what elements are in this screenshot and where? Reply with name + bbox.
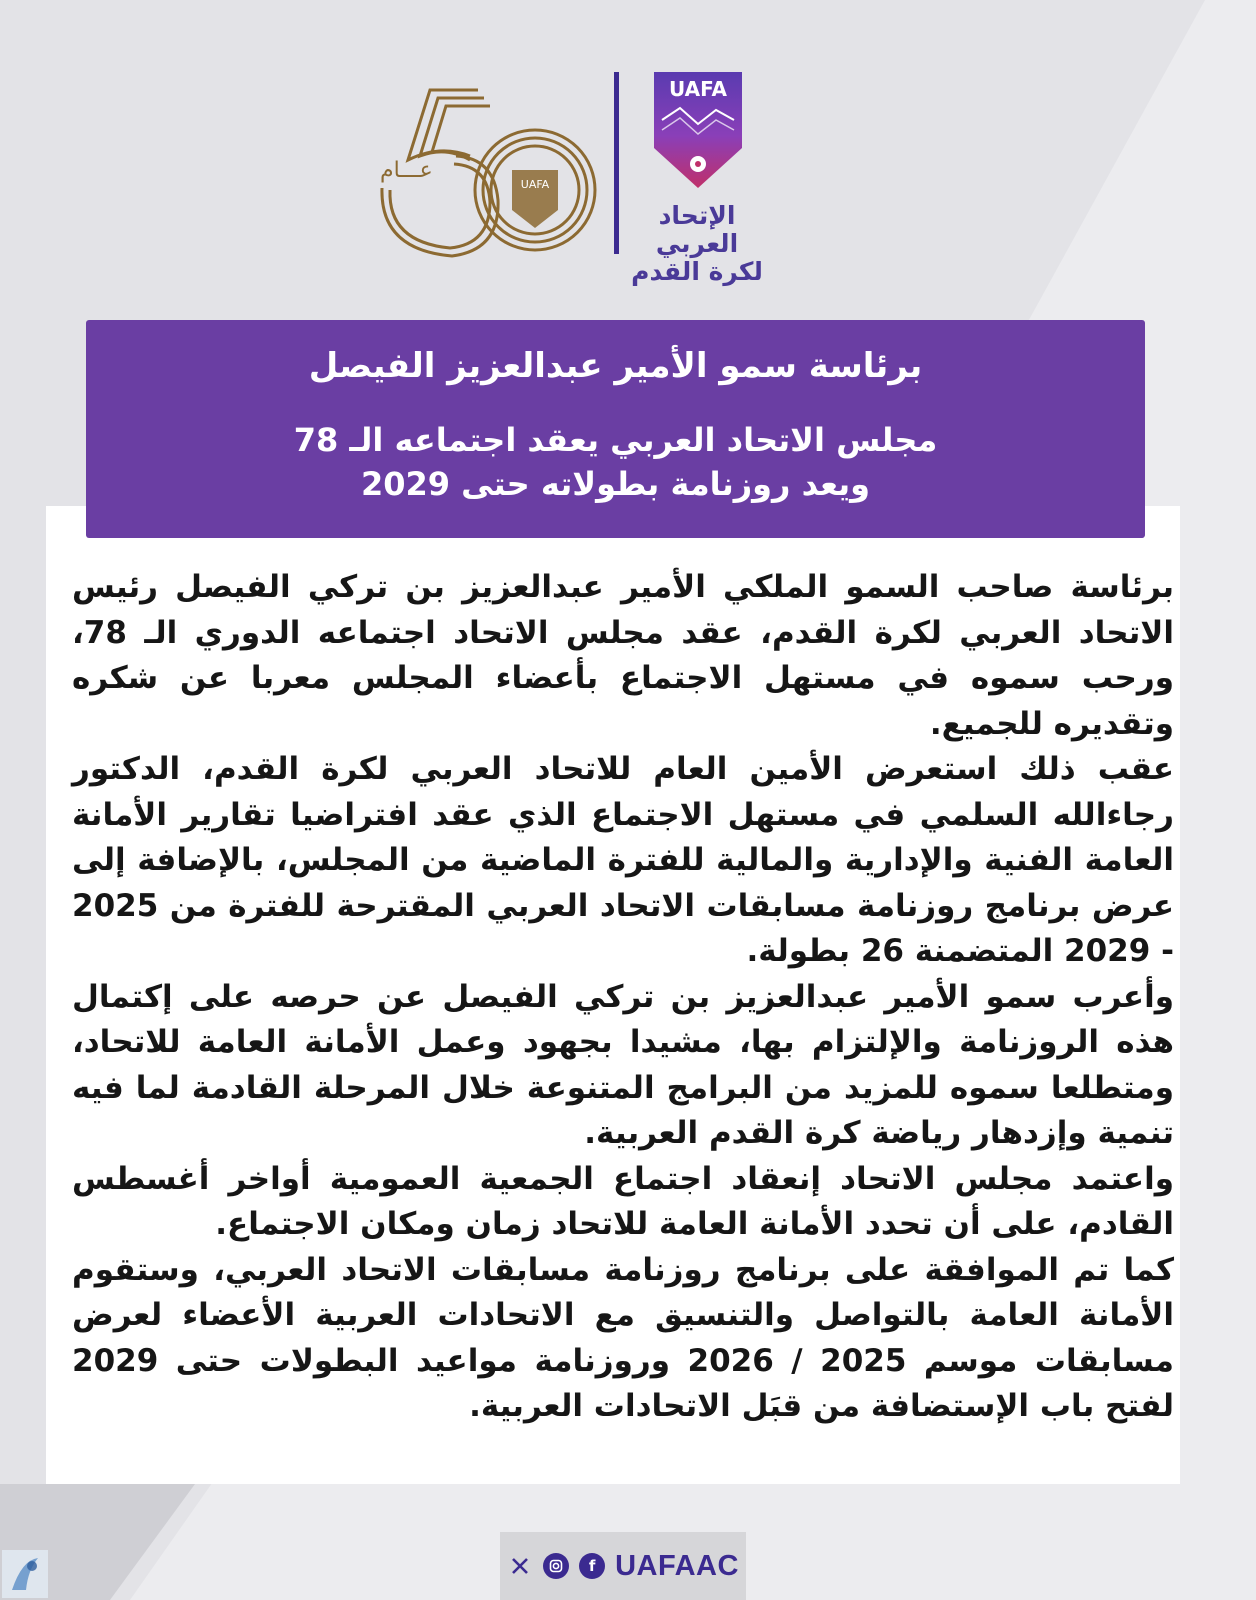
paragraph-5: كما تم الموافقة على برنامج روزنامة مسابقات الاتحاد العربي، وستقوم الأمانة العامة بالتواصل والتنسيق مع الاتحادات العربية الأعضاء لعرض مسابقات موسم 2025 / 2026 وروزنامة مواعيد البطولات حتى 2029 لفتح باب الإستضافة من قبَل الاتحادات العربية. (72, 1251, 1174, 1424)
paragraph-2: عقب ذلك استعرض الأمين العام للاتحاد العربي لكرة القدم، الدكتور رجاءالله السلمي في مستهل الاجتماع الذي عقد افتراضيا تقارير الأمانة العامة الفنية والإدارية والمالية للفترة الماضية من المجلس، بالإضافة إلى عرض برنامج روزنامة مسابقات الاتحاد العربي المقترحة للفترة من 2025 - 2029 المتضمنة 26 بطولة. (72, 751, 1174, 969)
instagram-icon[interactable] (543, 1553, 569, 1579)
social-footer (500, 1532, 746, 1600)
header-logos (350, 60, 790, 286)
corner-watermark-icon (2, 1550, 48, 1598)
paragraph-3: وأعرب سمو الأمير عبدالعزيز بن تركي الفيصل عن حرصه على إكتمال هذه الروزنامة والإلتزام بها، مشيدا بجهود وعمل الأمانة العامة للاتحاد، ومتطلعا سموه للمزيد من البرامج المتنوعة خلال المرحلة القادمة لما فيه تنمية وإزدهار رياضة كرة القدم العربية. (72, 978, 1174, 1151)
svg-text:UAFA: UAFA (520, 178, 550, 191)
paragraph-1: برئاسة صاحب السمو الملكي الأمير عبدالعزيز بن تركي الفيصل رئيس الاتحاد العربي لكرة القدم، عقد مجلس الاتحاد اجتماعه الدوري الـ 78، ورحب سموه في مستهل الاجتماع بأعضاء المجلس معربا عن شكره وتقديره للجميع. (72, 569, 1174, 742)
uafa-arabic-name (618, 202, 776, 286)
facebook-icon[interactable]: f (579, 1553, 605, 1579)
banner-title-line2: ويعد روزنامة بطولاته حتى 2029 (360, 465, 871, 503)
uafa-name-line1: الإتحاد العربي (655, 201, 739, 258)
article-body (72, 565, 1174, 1430)
uafa-name-line2: لكرة القدم (631, 257, 763, 286)
anniversary-word: عـــام (380, 158, 433, 183)
headline-banner (86, 320, 1145, 538)
banner-title (86, 418, 1145, 506)
banner-subtitle: برئاسة سمو الأمير عبدالعزيز الفيصل (308, 346, 923, 386)
x-icon[interactable] (507, 1553, 533, 1579)
paragraph-4: واعتمد مجلس الاتحاد إنعقاد اجتماع الجمعية العمومية أواخر أغسطس القادم، على أن تحدد الأمانة العامة للاتحاد زمان ومكان الاجتماع. (72, 1160, 1174, 1242)
banner-title-line1: مجلس الاتحاد العربي يعقد اجتماعه الـ 78 (293, 421, 938, 459)
uafa-shield-logo (650, 68, 746, 192)
social-handle[interactable]: UAFAAC (615, 1549, 739, 1582)
uafa-abbrev: UAFA (669, 77, 727, 101)
